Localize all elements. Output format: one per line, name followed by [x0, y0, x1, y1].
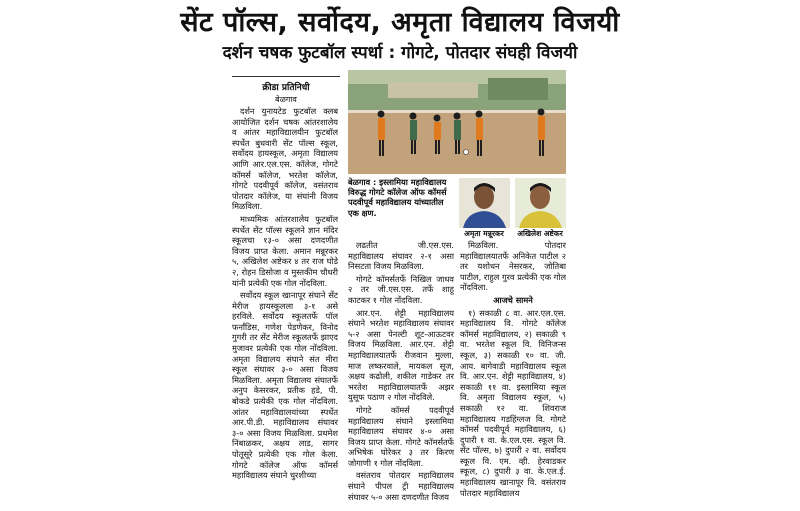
paragraph: वसंतराव पोतदार महाविद्यालय संघाने पीपल ट्री महाविद्यालय संघावर ५-० असा दणदणीत विजय	[348, 470, 454, 502]
paragraph: आर.एन. शेट्टी महाविद्यालय संघाने भरतेश महाविद्यालय संघावर ५-२ असा पेनल्टी शूट-आऊटवर विजय मिळविला. आर.एन. शेट्टी महाविद्यालयातर्फे रीजवान मुल्ला, माज लष्करवाले, मायकल सूज, अक्षय कढोली, शकील गाडेकर तर भरतेश महाविद्यालयातर्फे अझर युसूफ पठाण २ गोल नोंदविले.	[348, 307, 454, 403]
portrait-2-name: अखिलेश अष्टेकर	[517, 229, 563, 238]
photo-caption: बेळगाव : इस्लामिया महाविद्यालय विरुद्ध गोगटे कॉलेज ऑफ कॉमर्स पदवीपूर्व महाविद्यालय यांच्यातील एक क्षण.	[348, 177, 447, 218]
paragraph: गोगटे कॉमर्स पदवीपूर्व महाविद्यालय संघाने इस्लामिया महाविद्यालय संघावर ४-० असा विजय प्राप्त केला. गोगटे कॉमर्सतर्फे अभिषेक घोरेकर ३ तर किरण जोगाणी १ गोल नोंदविला.	[348, 404, 454, 468]
byline-rule	[232, 76, 340, 77]
schedule-paragraph: १) सकाळी ८ वा. आर.एल.एस. महाविद्यालय वि. गोगटे कॉलेज कॉमर्स महाविद्यालय, २) सकाळी ९ वा. भरतेश स्कूल वि. विनिजन्स स्कूल, ३) सकाळी १० वा. जी. आय. बागेवाडी महाविद्यालय स्कूल वि. आर.एन. शेट्टी महाविद्यालय, ४) सकाळी ११ वा. इस्लामिया स्कूल वि. अमृता विद्यालय स्कूल, ५) सकाळी १२ वा. शिवराज महाविद्यालय गडहिंग्लज वि. गोगटे कॉमर्स पदवीपूर्व महाविद्यालय, ६) दुपारी १ वा. के.एल.एस. स्कूल वि. सेंट पॉल्स, ७) दुपारी २ वा. सर्वोदय स्कूल वि. एम. व्ही. हेरवाडकर स्कूल, ८) दुपारी ३ वा. के.एल.ई. महाविद्यालय खानापूर वि. वसंतराव पोतदार महाविद्यालय	[460, 307, 566, 498]
paragraph: माध्यमिक आंतरशालेय फुटबॉल स्पर्धेत सेंट पॉल्स स्कूलने ज्ञान मंदिर स्कूलचा १३-० असा दणदणीत विजय प्राप्त केला. अमान मन्नूरकर ५, अखिलेश अष्टेकर ४ तर राज घोडे २, रोहन डिसोजा व मुस्तकीम चौधरी यांनी प्रत्येकी एक गोल नोंदविला.	[232, 213, 338, 288]
football-match-image	[348, 70, 566, 174]
byline: क्रीडा प्रतिनिधी	[262, 83, 310, 93]
article-column-2	[348, 240, 454, 511]
match-photo	[348, 70, 566, 174]
paragraph: गोगटे कॉमर्सतर्फे निखिल जाधव २ तर जी.एस.एस. तर्फे शाहू काटकर १ गोल नोंदविला.	[348, 273, 454, 305]
headline: सेंट पॉल्स, सर्वोदय, अमृता विद्यालय विजयी	[180, 7, 620, 38]
player-portrait-image	[515, 178, 566, 228]
portrait-photo-1	[459, 178, 510, 228]
portrait-photo-2	[515, 178, 566, 228]
paragraph: लढतीत जी.एस.एस. महाविद्यालय संघावर २-१ असा निसटता विजय मिळविला.	[348, 240, 454, 272]
paragraph: सर्वोदय स्कूल खानापूर संघाने सेंट मेरीज हायस्कूलला ३-१ असे हरविले. सर्वोदय स्कूलतर्फे पॉल फर्नांडिस, गणेश पेडणेकर, विनोद गुगरी तर सेंट मेरीज स्कूलतर्फे झाएद मुजावर प्रत्येकी एक गोल नोंदविला. अमृता विद्यालय संघाने संत मीरा स्कूल संघावर ३-० असा विजय मिळविला. अमृता विद्यालय संघातर्फे अनुप केसरकर, प्रतीक हडे, पी. बोकडे प्रत्येकी एक गोल नोंदविला. आंतर महाविद्यालयांच्या स्पर्धेत आर.पी.डी. महाविद्यालय संघावर ३-० असा विजय मिळविला. प्रथमेश निंबाळकर, अक्षय लाड, सागर पोतूसूरे प्रत्येकी एक गोल केला. गोगटे कॉलेज ऑफ कॉमर्स महाविद्यालय संघाने चुरशीच्या	[232, 290, 338, 481]
portrait-1-name: अमृता मन्नूरकर	[464, 229, 504, 238]
dateline: बेळगाव	[275, 95, 297, 104]
player-portrait-image	[459, 178, 510, 228]
schedule-subtitle: आजचे सामने	[493, 294, 533, 305]
article-column-1	[232, 106, 338, 511]
article-column-3	[460, 240, 566, 511]
paragraph: मिळविला. पोतदार महाविद्यालयातर्फे अनिकेत पाटील २ तर यशोधन नेसरकर, जोतिबा पाटील, राहुल गुरव प्रत्येकी एक गोल नोंदविला.	[460, 240, 566, 293]
subheadline: दर्शन चषक फुटबॉल स्पर्धा : गोगटे, पोतदार संघही विजयी	[222, 43, 578, 63]
paragraph: दर्शन युनायटेड फुटबॉल क्लब आयोजित दर्शन चषक आंतरशालेय व आंतर महाविद्यालयीन फुटबॉल स्पर्धेत बुधवारी सेंट पॉल्स स्कूल, सर्वोदय हायस्कूल, अमृता विद्यालय आणि आर.एल.एस. कॉलेज, गोगटे कॉमर्स कॉलेज, भरतेश कॉलेज, गोगटे पदवीपूर्व कॉलेज, वसंतराव पोतदार कॉलेज, या संघांनी विजय मिळविला.	[232, 106, 338, 212]
